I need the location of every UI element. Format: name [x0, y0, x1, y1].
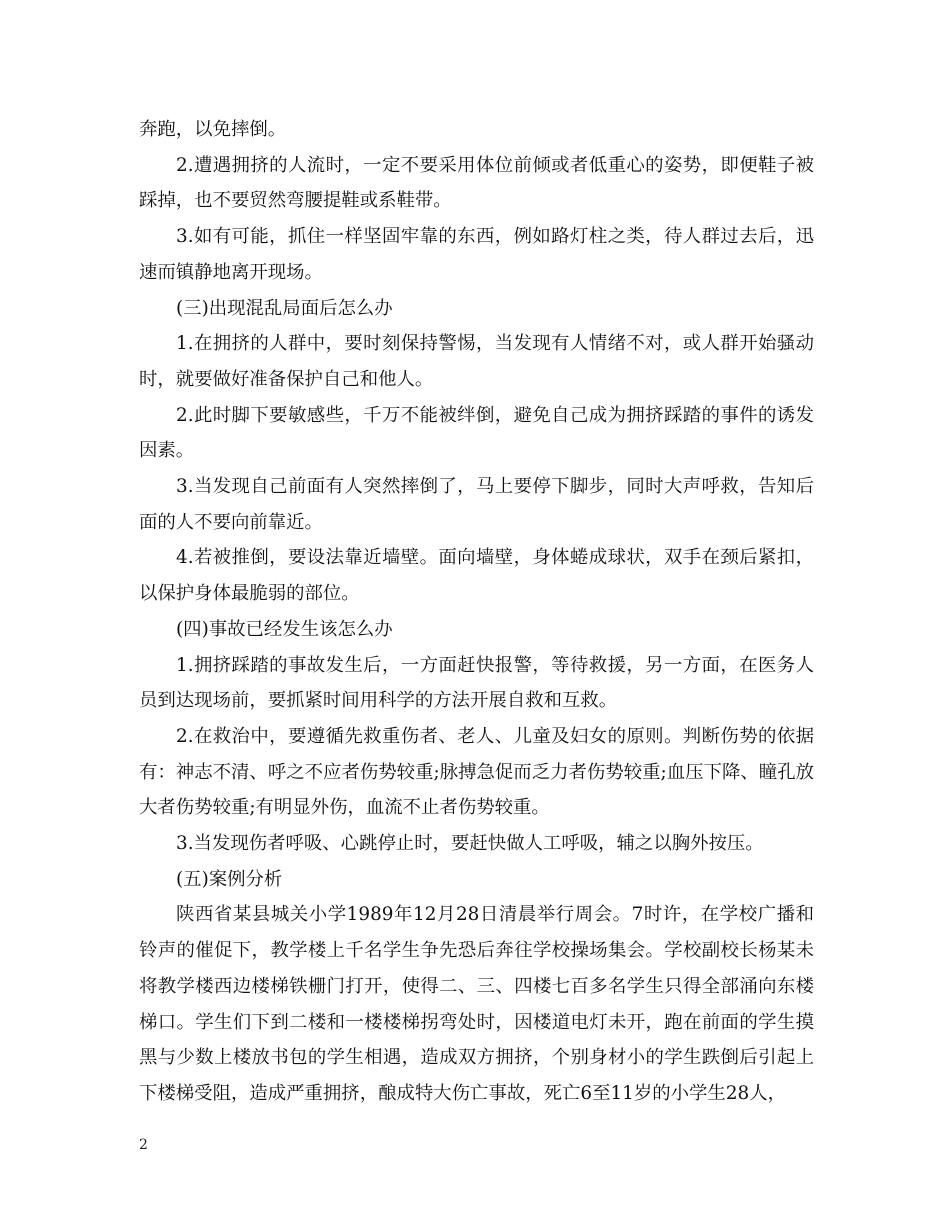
paragraph: 4.若被推倒，要设法靠近墙壁。面向墙壁，身体蜷成球状，双手在颈后紧扣，以保护身体最脆弱的部位。	[139, 547, 814, 605]
paragraph: 1.在拥挤的人群中，要时刻保持警惕，当发现有人情绪不对，或人群开始骚动时，就要做好准备保护自己和他人。	[139, 333, 814, 390]
paragraph: 2.遭遇拥挤的人流时，一定不要采用体位前倾或者低重心的姿势，即便鞋子被踩掉，也不要贸然弯腰提鞋或系鞋带。	[139, 154, 814, 212]
page-number: 2	[139, 1137, 148, 1153]
section-heading: (三)出现混乱局面后怎么办	[176, 297, 393, 319]
paragraph: 2.此时脚下要敏感些，千万不能被绊倒，避免自己成为拥挤踩踏的事件的诱发因素。	[139, 404, 814, 462]
section-heading: (五)案例分析	[176, 868, 283, 890]
paragraph: 1.拥挤踩踏的事故发生后，一方面赶快报警，等待救援，另一方面，在医务人员到达现场前，要抓紧时间用科学的方法开展自救和互救。	[139, 654, 814, 712]
paragraph: 2.在救治中，要遵循先救重伤者、老人、儿童及妇女的原则。判断伤势的依据有：神志不清、呼之不应者伤势较重;脉搏急促而乏力者伤势较重;血压下降、瞳孔放大者伤势较重;有明显外伤，血流不止者伤势较重。	[139, 725, 814, 819]
document-body	[139, 112, 814, 1112]
section-heading: (四)事故已经发生该怎么办	[176, 618, 393, 640]
paragraph: 奔跑，以免摔倒。	[139, 119, 287, 140]
paragraph: 3.如有可能，抓住一样坚固牢靠的东西，例如路灯柱之类，待人群过去后，迅速而镇静地离开现场。	[139, 226, 814, 283]
paragraph: 陕西省某县城关小学1989年12月28日清晨举行周会。7时许，在学校广播和铃声的催促下，教学楼上千名学生争先恐后奔往学校操场集会。学校副校长杨某未将教学楼西边楼梯铁栅门打开，使得二、三、四楼七百多名学生只得全部涌向东楼梯口。学生们下到二楼和一楼楼梯拐弯处时，因楼道电灯未开，跑在前面的学生摸黑与少数上楼放书包的学生相遇，造成双方拥挤，个别身材小的学生跌倒后引起上下楼梯受阻，造成严重拥挤，酿成特大伤亡事故，死亡6至11岁的小学生28人，	[139, 904, 814, 1104]
paragraph: 3.当发现自己前面有人突然摔倒了，马上要停下脚步，同时大声呼救，告知后面的人不要向前靠近。	[139, 476, 814, 533]
paragraph: 3.当发现伤者呼吸、心跳停止时，要赶快做人工呼吸，辅之以胸外按压。	[176, 833, 764, 855]
